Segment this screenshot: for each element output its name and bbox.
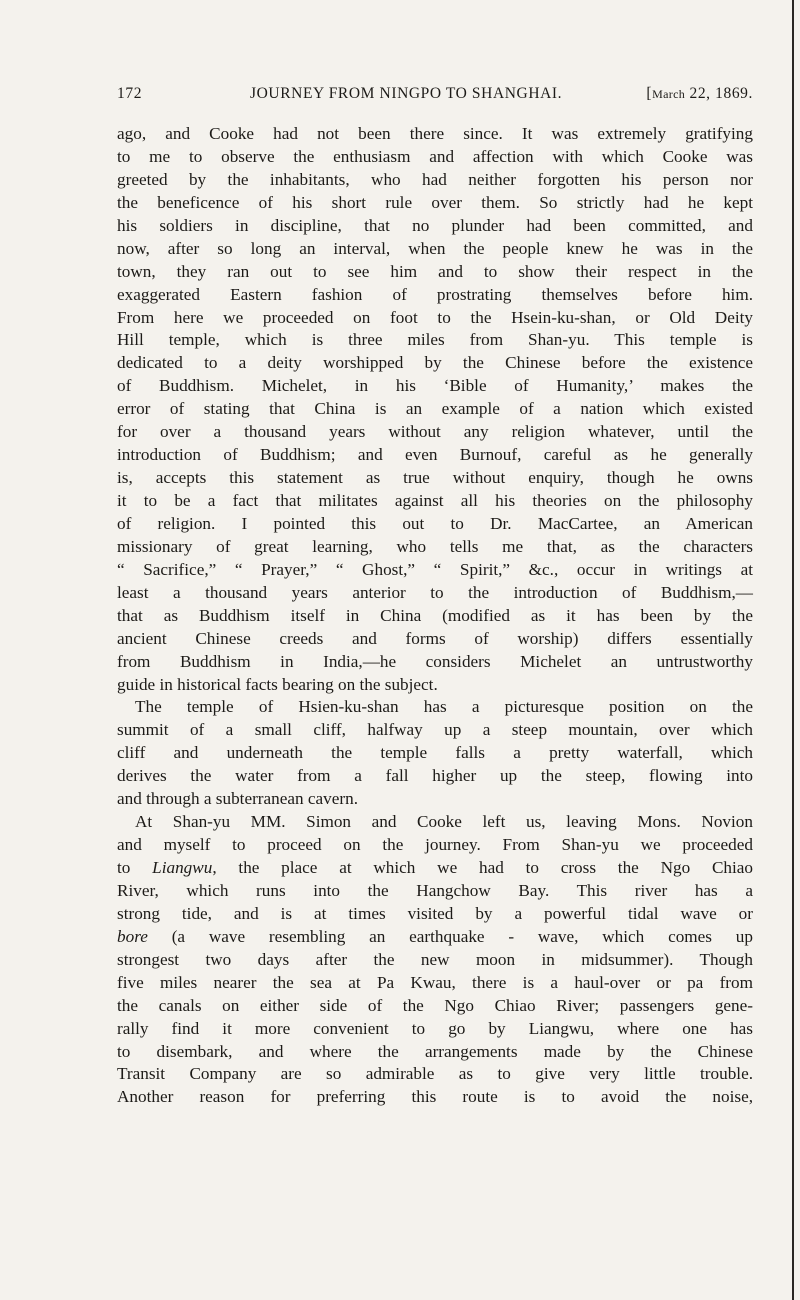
text-line: now, after so long an interval, when the people knew he was in the	[117, 238, 753, 258]
text-line: summit of a small cliff, halfway up a steep mountain, over which	[117, 720, 753, 740]
term-italic: bore	[117, 926, 148, 946]
text-line: dedicated to a deity worshipped by the Chinese before the existence	[117, 353, 753, 373]
text-line	[117, 857, 753, 880]
text-line: and myself to proceed on the journey. From Shan-yu we proceeded	[117, 835, 753, 855]
text-line: cliff and underneath the temple falls a pretty waterfall, which	[117, 743, 753, 763]
text-line: that as Buddhism itself in China (modified as it has been by the	[117, 605, 753, 625]
text-line: from Buddhism in India,—he considers Michelet an untrustworthy	[117, 651, 753, 671]
text-line: ago, and Cooke had not been there since. It was extremely gratifying	[117, 124, 753, 143]
text-line: strongest two days after the new moon in midsummer). Though	[117, 949, 753, 969]
text-segment: (a wave resembling an earthquake - wave, which comes up	[147, 926, 753, 946]
text-line: guide in historical facts bearing on the subject.	[117, 674, 438, 694]
text-line: Transit Company are so admirable as to give very little trouble.	[117, 1064, 753, 1084]
place-name-italic: Liangwu	[152, 858, 213, 877]
running-date	[646, 85, 753, 103]
text-line: is, accepts this statement as true without enquiry, though he owns	[117, 468, 753, 488]
text-line: it to be a fact that militates against all his theories on the philosophy	[117, 491, 753, 510]
page-number: 172	[117, 85, 143, 102]
text-line: greeted by the inhabitants, who had neither forgotten his person nor	[117, 169, 753, 189]
date-bracket: [	[646, 85, 653, 102]
running-header	[117, 85, 753, 109]
text-line: town, they ran out to see him and to show their respect in the	[117, 261, 753, 281]
text-line: rally find it more convenient to go by Liangwu, where one has	[117, 1018, 753, 1038]
text-line: missionary of great learning, who tells me that, as the characters	[117, 536, 753, 556]
text-line: strong tide, and is at times visited by a powerful tidal wave or	[117, 903, 753, 923]
text-segment: , the place at which we had to cross the Ngo Chiao	[212, 858, 753, 877]
running-title: JOURNEY FROM NINGPO TO SHANGHAI.	[250, 85, 563, 102]
text-line: of religion. I pointed this out to Dr. MacCartee, an American	[117, 513, 753, 533]
text-line: introduction of Buddhism; and even Burnouf, careful as he generally	[117, 445, 753, 465]
text-line: derives the water from a fall higher up the steep, flowing into	[117, 766, 753, 786]
text-line: five miles nearer the sea at Pa Kwau, there is a haul-over or pa from	[117, 972, 753, 992]
text-line: The temple of Hsien-ku-shan has a picturesque position on the	[135, 697, 753, 717]
text-line: of Buddhism. Michelet, in his ‘Bible of Humanity,’ makes the	[117, 376, 753, 396]
text-line: “ Sacrifice,” “ Prayer,” “ Ghost,” “ Spirit,” &c., occur in writings at	[117, 559, 753, 579]
text-line: Hill temple, which is three miles from Shan-yu. This temple is	[117, 330, 753, 350]
text-line: River, which runs into the Hangchow Bay. This river has a	[117, 880, 753, 900]
text-line: From here we proceeded on foot to the Hsein-ku-shan, or Old Deity	[117, 307, 753, 327]
text-line: At Shan-yu MM. Simon and Cooke left us, leaving Mons. Novion	[135, 812, 753, 832]
text-line: Another reason for preferring this route is to avoid the noise,	[117, 1087, 753, 1107]
text-line: ancient Chinese creeds and forms of worship) differs essentially	[117, 628, 753, 648]
text-segment: to	[117, 858, 153, 877]
text-line: his soldiers in discipline, that no plunder had been committed, and	[117, 215, 753, 235]
body-text	[117, 123, 753, 1109]
text-line: the canals on either side of the Ngo Chiao River; passengers gene-	[117, 995, 753, 1015]
text-line	[117, 926, 753, 949]
date-month: March	[652, 87, 685, 101]
date-rest: 22, 1869.	[685, 85, 753, 102]
text-line: to me to observe the enthusiasm and affection with which Cooke was	[117, 146, 753, 166]
text-line: for over a thousand years without any religion whatever, until the	[117, 422, 753, 442]
text-line: least a thousand years anterior to the introduction of Buddhism,—	[117, 582, 753, 602]
text-line: the beneficence of his short rule over them. So strictly had he kept	[117, 192, 753, 212]
page-edge-line	[792, 0, 794, 1300]
text-line: exaggerated Eastern fashion of prostrating themselves before him.	[117, 284, 753, 304]
text-line: and through a subterranean cavern.	[117, 789, 358, 809]
text-line: to disembark, and where the arrangements made by the Chinese	[117, 1041, 753, 1061]
text-line: error of stating that China is an example of a nation which existed	[117, 399, 753, 419]
